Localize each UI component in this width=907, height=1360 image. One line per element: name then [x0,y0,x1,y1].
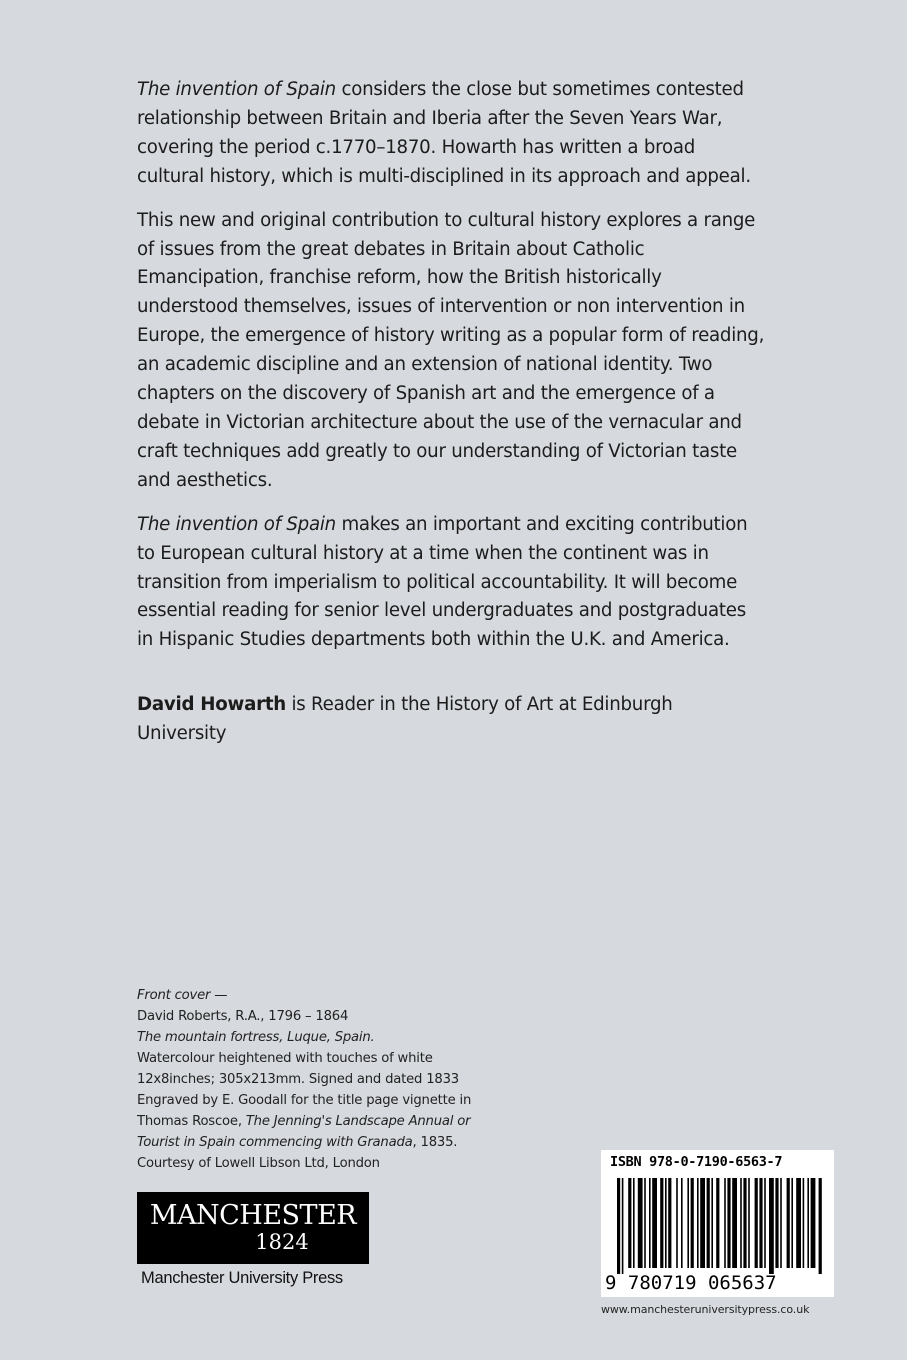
credit-line: The mountain fortress, Luque, Spain. [137,1030,375,1045]
publisher-url: www.manchesteruniversitypress.co.uk [601,1303,810,1316]
credit-line: 12x8inches; 305x213mm. Signed and dated 1833 [137,1072,459,1087]
author-bio: David Howarth is Reader in the History of Art at Edinburgh University [137,694,673,745]
barcode-digits: 9 780719 065637 [605,1272,777,1294]
credit-line: Front cover — [137,988,228,1003]
blurb [137,76,767,764]
logo-wordmark: MANCHESTER [149,1200,357,1231]
barcode-bars-icon [601,1174,834,1274]
blurb-paragraph-3: The invention of Spain makes an important and exciting contribution to European cultural history at a time when the continent was in transition from imperialism to political accountability. It will become essential reading for senior level undergraduates and postgraduates in Hispanic Studies departments both within the U.K. and America. [137,513,748,651]
blurb-paragraph-1: The invention of Spain considers the close but sometimes contested relationship between Britain and Iberia after the Seven Years War, covering the period c.1770–1870. Howarth has written a broad cultural history, which is multi-disciplined in its approach and appeal. [137,79,751,187]
credit-line: Tourist in Spain commencing with Granada, 1835. [137,1135,458,1150]
publisher-logo [137,1192,369,1264]
isbn-barcode [601,1150,834,1297]
credit-line: Engraved by E. Goodall for the title page vignette in [137,1093,472,1108]
author-name: David Howarth [137,694,286,716]
credit-line: David Roberts, R.A., 1796 – 1864 [137,1009,349,1024]
credit-line: Thomas Roscoe, The Jenning's Landscape Annual or [137,1114,471,1129]
book-title: The invention of Spain [137,513,336,535]
blurb-paragraph-2: This new and original contribution to cultural history explores a range of issues from the great debates in Britain about Catholic Emancipation, franchise reform, how the British historically understood themselves, issues of intervention or non intervention in Europe, the emergence of history writing as a popular form of reading, an academic discipline and an extension of national identity. Two chapters on the discovery of Spanish art and the emergence of a debate in Victorian architecture about the use of the vernacular and craft techniques add greatly to our understanding of Victorian taste and aesthetics. [137,209,765,491]
isbn-number: ISBN 978-0-7190-6563-7 [610,1154,783,1170]
credit-line: Watercolour heightened with touches of white [137,1051,433,1066]
logo-year: 1824 [255,1230,309,1254]
cover-credits [137,985,497,1174]
publisher-name: Manchester University Press [141,1269,343,1287]
credit-line: Courtesy of Lowell Libson Ltd, London [137,1156,380,1171]
book-title: The invention of Spain [137,79,336,100]
